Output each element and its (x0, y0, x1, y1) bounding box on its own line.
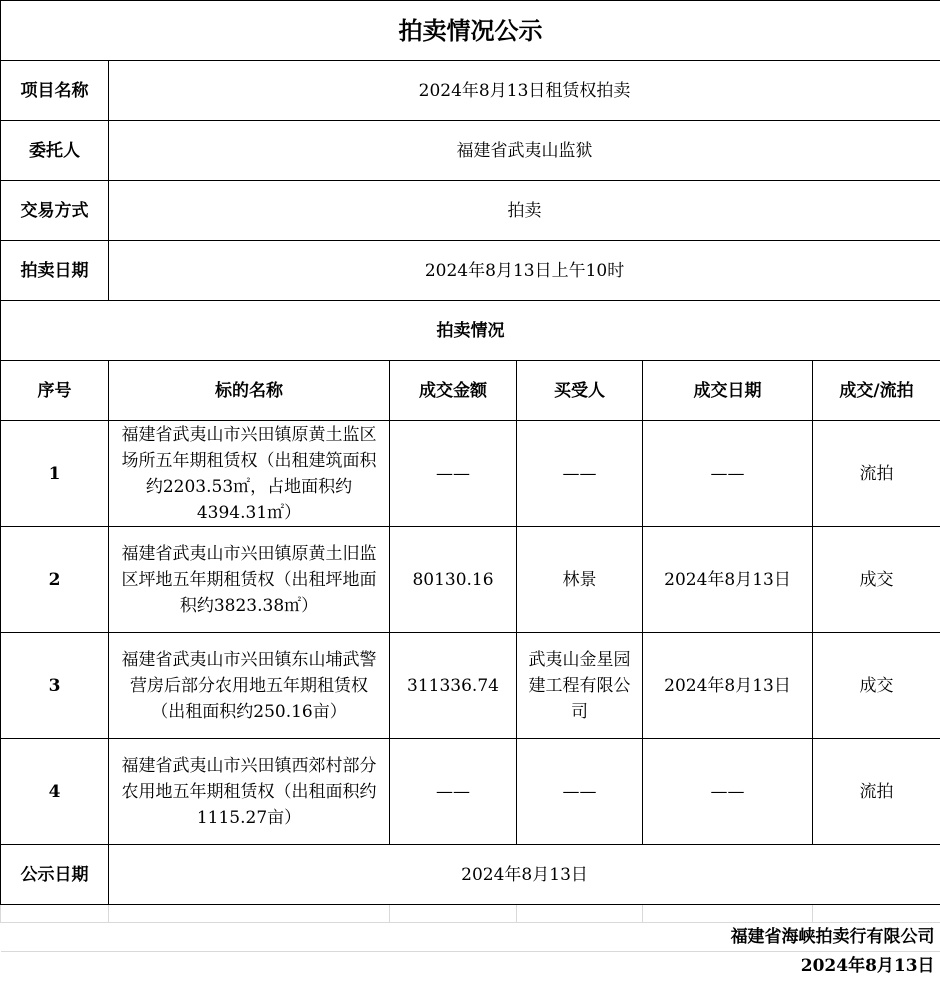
method-label: 交易方式 (1, 181, 109, 241)
client-label: 委托人 (1, 121, 109, 181)
footer-company: 福建省海峡拍卖行有限公司 (1, 923, 940, 952)
row-name: 福建省武夷山市兴田镇东山埔武警营房后部分农用地五年期租赁权（出租面积约250.16亩） (109, 633, 390, 739)
row-buyer: —— (517, 421, 643, 527)
column-header-amount: 成交金额 (390, 361, 517, 421)
section-title: 拍卖情况 (1, 301, 940, 361)
row-buyer: —— (517, 739, 643, 845)
publish-date-label: 公示日期 (1, 845, 109, 905)
row-status: 流拍 (813, 739, 940, 845)
row-buyer: 武夷山金星园建工程有限公司 (517, 633, 643, 739)
project-label: 项目名称 (1, 61, 109, 121)
row-no: 3 (1, 633, 109, 739)
row-date: —— (643, 739, 813, 845)
table-row (1, 633, 940, 739)
row-name: 福建省武夷山市兴田镇原黄土监区场所五年期租赁权（出租建筑面积约2203.53㎡，占地面积约4394.31㎡） (109, 421, 390, 527)
column-header-status: 成交/流拍 (813, 361, 940, 421)
column-header-row (1, 361, 940, 421)
publish-date-value: 2024年8月13日 (109, 845, 940, 905)
auction-date-value: 2024年8月13日上午10时 (109, 241, 940, 301)
column-header-buyer: 买受人 (517, 361, 643, 421)
method-value: 拍卖 (109, 181, 940, 241)
row-name: 福建省武夷山市兴田镇西郊村部分农用地五年期租赁权（出租面积约1115.27亩） (109, 739, 390, 845)
spacer-row (1, 905, 940, 923)
row-amount: —— (390, 421, 517, 527)
row-no: 4 (1, 739, 109, 845)
page-title: 拍卖情况公示 (1, 1, 940, 61)
column-header-name: 标的名称 (109, 361, 390, 421)
table-row (1, 527, 940, 633)
row-date: 2024年8月13日 (643, 527, 813, 633)
row-amount: 80130.16 (390, 527, 517, 633)
row-no: 2 (1, 527, 109, 633)
row-status: 成交 (813, 633, 940, 739)
column-header-no: 序号 (1, 361, 109, 421)
row-name: 福建省武夷山市兴田镇原黄土旧监区坪地五年期租赁权（出租坪地面积约3823.38㎡） (109, 527, 390, 633)
table-row (1, 739, 940, 845)
table-row (1, 421, 940, 527)
row-amount: 311336.74 (390, 633, 517, 739)
column-header-date: 成交日期 (643, 361, 813, 421)
row-date: 2024年8月13日 (643, 633, 813, 739)
client-value: 福建省武夷山监狱 (109, 121, 940, 181)
row-amount: —— (390, 739, 517, 845)
row-date: —— (643, 421, 813, 527)
row-no: 1 (1, 421, 109, 527)
row-status: 成交 (813, 527, 940, 633)
footer-date: 2024年8月13日 (1, 952, 940, 981)
project-value: 2024年8月13日租赁权拍卖 (109, 61, 940, 121)
auction-date-label: 拍卖日期 (1, 241, 109, 301)
row-status: 流拍 (813, 421, 940, 527)
row-buyer: 林景 (517, 527, 643, 633)
